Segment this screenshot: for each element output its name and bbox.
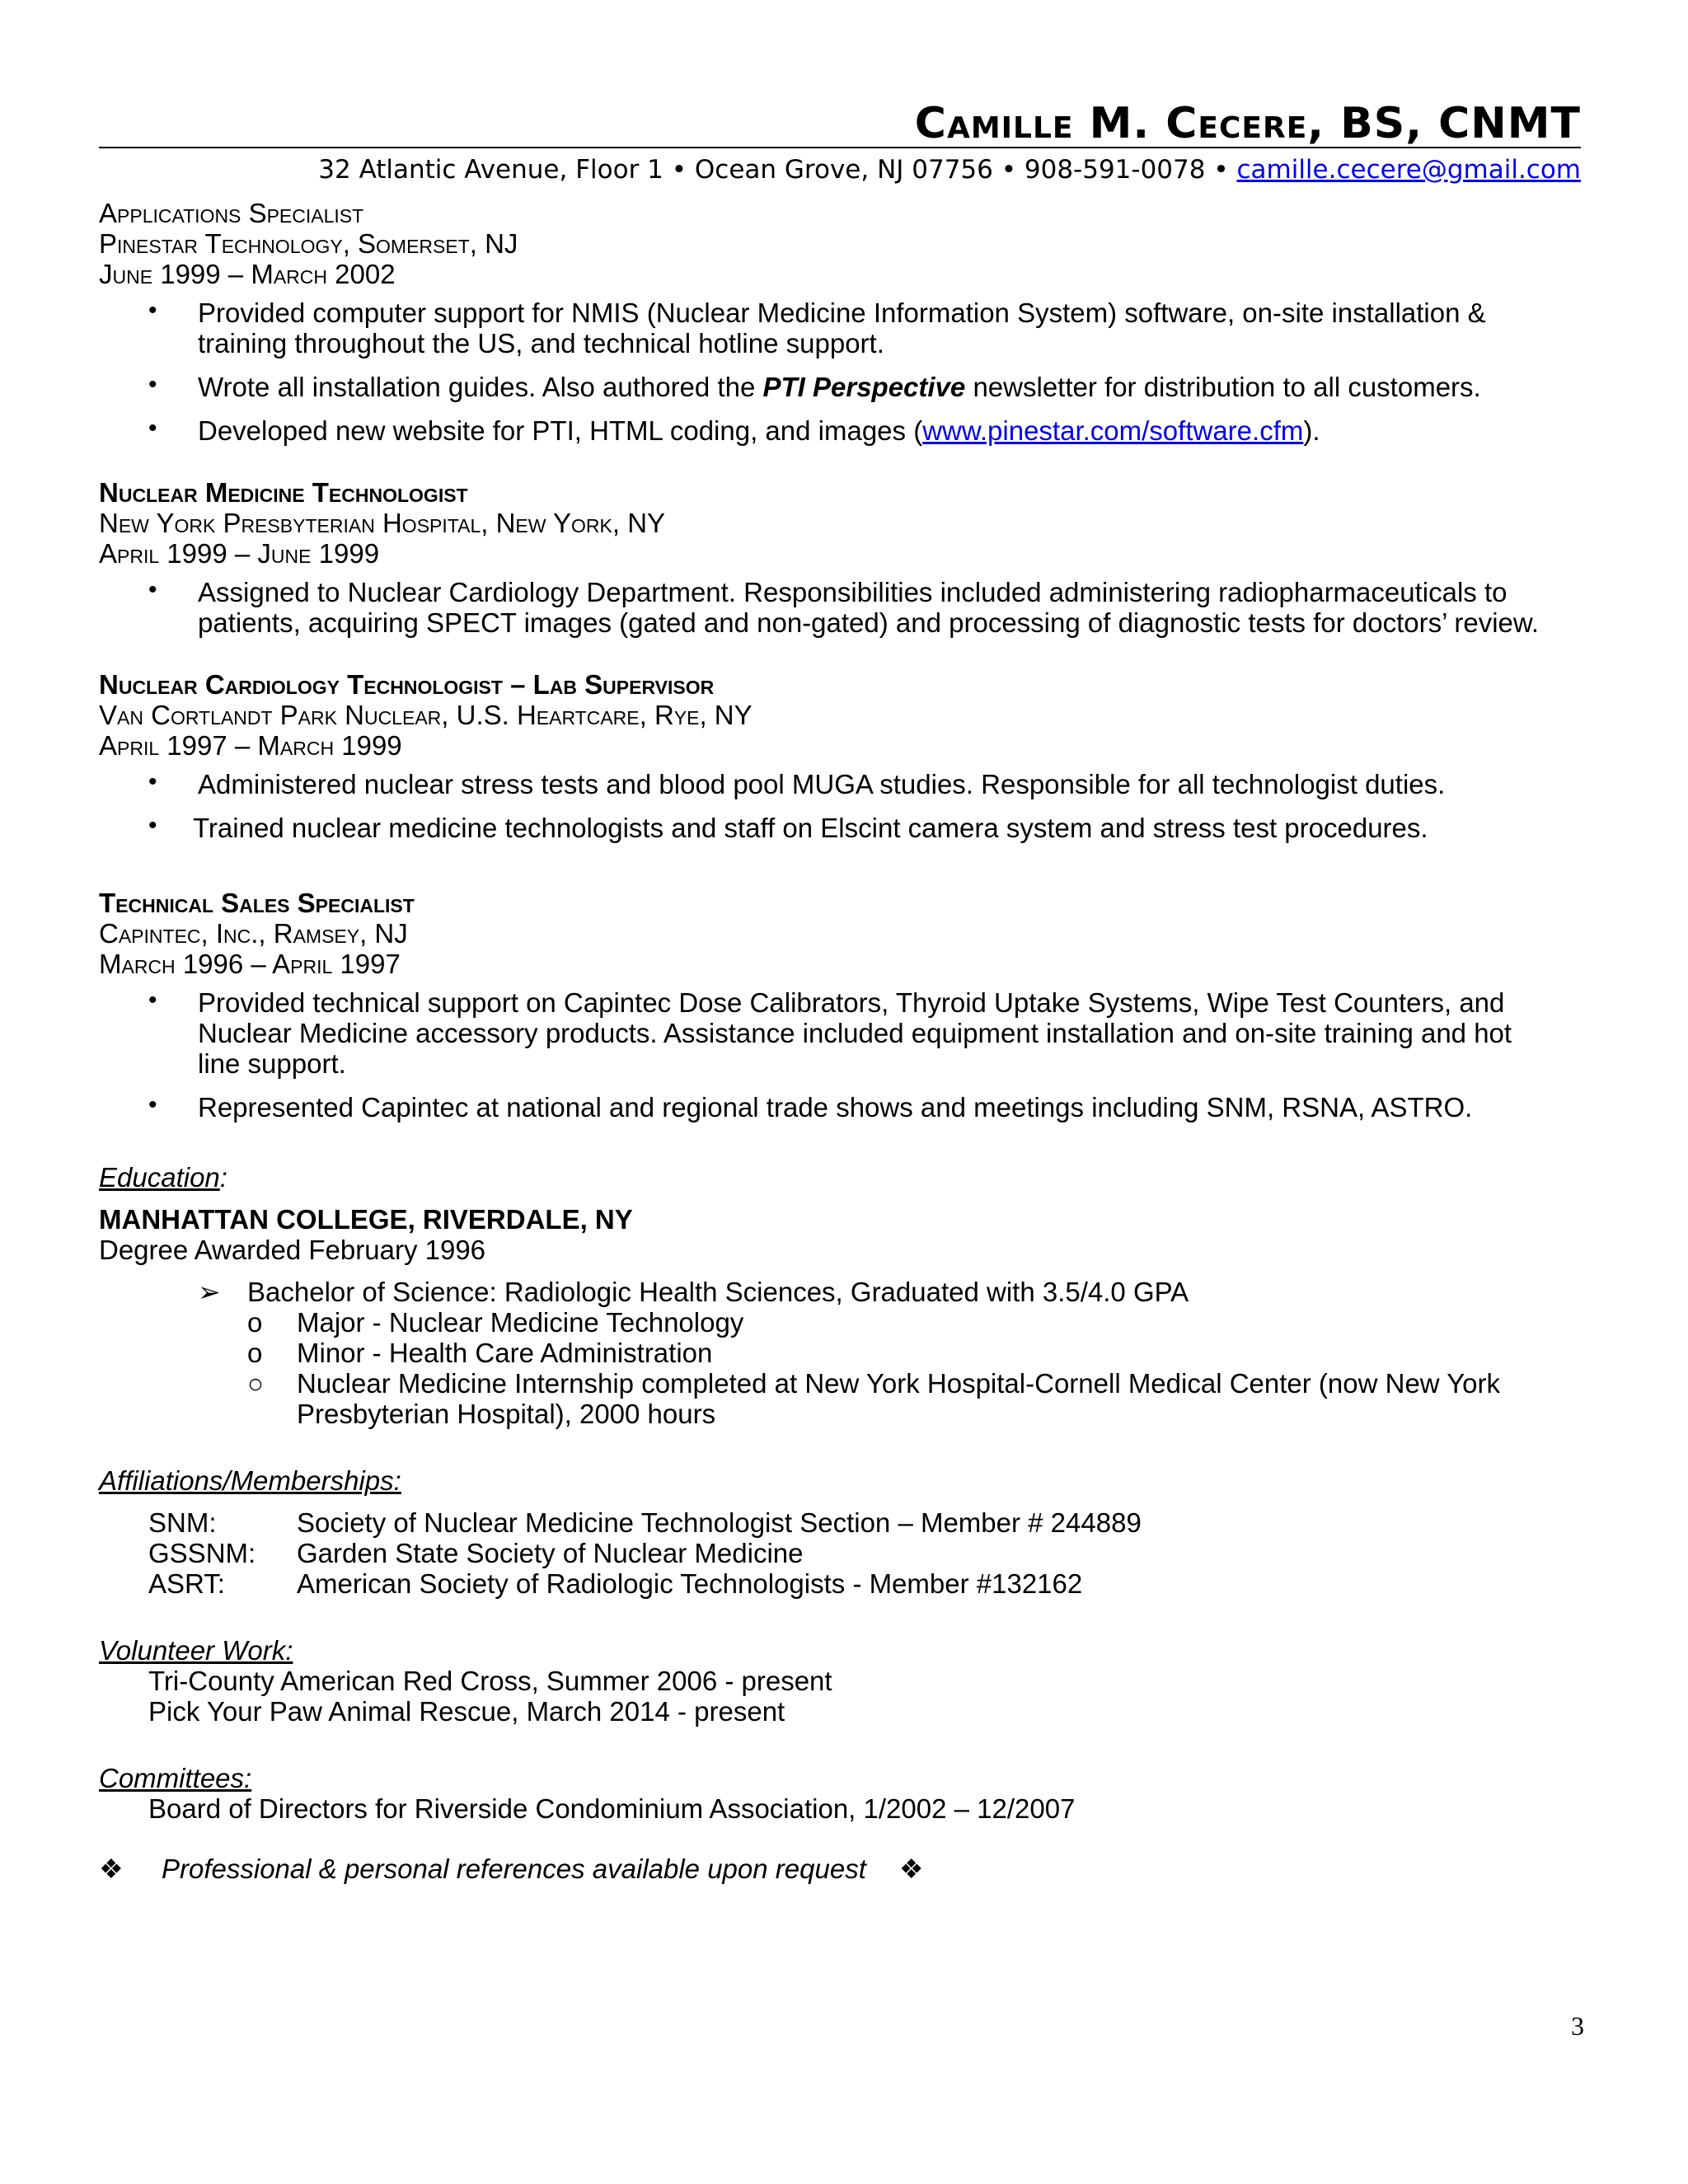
affiliation-text: American Society of Radiologic Technologists - Member #132162 <box>297 1568 1083 1599</box>
degree-text: Bachelor of Science: Radiologic Health Sciences, Graduated with 3.5/4.0 GPA <box>247 1277 1189 1307</box>
bullet-text: Provided technical support on Capintec Dose Calibrators, Thyroid Uptake Systems, Wipe Test Counters, and Nuclear Medicine accessory products. Assistance included equipment installation and on-site training and hot line support. <box>198 987 1512 1079</box>
bullet-icon: • <box>148 768 157 795</box>
volunteer-section <box>99 1627 1582 1727</box>
circle-bullet-icon: ○ <box>247 1368 264 1399</box>
job-entry <box>99 888 1582 1122</box>
bullet-icon: • <box>148 812 157 839</box>
website-link[interactable]: www.pinestar.com/software.cfm <box>922 415 1304 446</box>
list-item: Board of Directors for Riverside Condominium Association, 1/2002 – 12/2007 <box>148 1793 1076 1824</box>
list-item <box>99 577 1582 638</box>
job-bullets <box>99 769 1582 843</box>
bullet-text: Developed new website for PTI, HTML coding, and images ( <box>198 415 923 446</box>
list-item <box>99 372 1582 402</box>
resume-body <box>99 198 1582 1884</box>
newsletter-title: PTI Perspective <box>762 372 966 402</box>
list-item <box>99 1368 1582 1429</box>
circle-bullet-icon: o <box>247 1307 263 1338</box>
volunteer-heading: Volunteer Work: <box>99 1635 293 1666</box>
job-title: Nuclear Medicine Technologist <box>99 477 468 508</box>
job-dates: April 1997 – March 1999 <box>99 730 402 761</box>
bullet-text: Provided computer support for NMIS (Nuclear Medicine Information System) software, on-site installation & training throughout the US, and technical hotline support. <box>198 298 1486 359</box>
list-item <box>99 1092 1582 1122</box>
job-entry <box>99 477 1582 638</box>
bullet-text: Represented Capintec at national and regional trade shows and meetings including SNM, RSNA, ASTRO. <box>198 1092 1473 1122</box>
affiliation-text: Society of Nuclear Medicine Technologist Section – Member # 244889 <box>297 1507 1142 1538</box>
job-dates: June 1999 – March 2002 <box>99 259 396 289</box>
affiliations-list <box>99 1507 1582 1599</box>
list-item <box>99 769 1582 799</box>
contact-line <box>318 153 1581 186</box>
degree-item <box>99 1277 1582 1307</box>
degree-awarded: Degree Awarded February 1996 <box>99 1235 486 1265</box>
job-employer: Pinestar Technology, Somerset, NJ <box>99 228 518 259</box>
list-item <box>99 1338 1582 1368</box>
bullet-icon: • <box>148 987 157 1014</box>
job-employer: New York Presbyterian Hospital, New York, NY <box>99 508 666 538</box>
job-bullets <box>99 298 1582 446</box>
bullet-text: Wrote all installation guides. Also authored the <box>198 372 763 402</box>
job-employer: Van Cortlandt Park Nuclear, U.S. Heartcare, Rye, NY <box>99 700 753 730</box>
circle-bullet-icon: o <box>247 1338 263 1368</box>
list-item <box>99 298 1582 359</box>
list-item <box>99 1568 1582 1599</box>
email-link[interactable]: camille.cecere@gmail.com <box>1236 155 1581 185</box>
diamond-icon: ❖ <box>99 1854 124 1884</box>
affiliation-abbr: SNM: <box>148 1507 217 1538</box>
affiliation-abbr: GSSNM: <box>148 1538 256 1568</box>
list-item <box>99 1538 1582 1568</box>
references-text: Professional & personal references available upon request <box>162 1854 866 1884</box>
committees-section <box>99 1755 1582 1824</box>
job-entry <box>99 198 1582 446</box>
bullet-icon: • <box>148 297 157 324</box>
bullet-text: Assigned to Nuclear Cardiology Department. Responsibilities included administering radiopharmaceuticals to patients, acquiring SPECT images (gated and non-gated) and processing of diagnostic tests for doctors’ review. <box>198 577 1540 638</box>
list-item <box>99 1307 1582 1338</box>
job-title: Applications Specialist <box>99 198 364 228</box>
job-dates: April 1999 – June 1999 <box>99 538 380 569</box>
job-dates: March 1996 – April 1997 <box>99 949 401 979</box>
header-rule <box>99 147 1581 148</box>
detail-text: Minor - Health Care Administration <box>297 1338 713 1368</box>
school-name: MANHATTAN COLLEGE, RIVERDALE, NY <box>99 1204 633 1235</box>
education-section <box>99 1154 1582 1429</box>
contact-address-phone: 32 Atlantic Avenue, Floor 1 • Ocean Grove, NJ 07756 • 908-591-0078 • <box>318 155 1237 185</box>
education-heading: Education <box>99 1162 220 1193</box>
committees-heading: Committees: <box>99 1763 252 1793</box>
bullet-text: ). <box>1303 415 1320 446</box>
detail-text: Major - Nuclear Medicine Technology <box>297 1307 744 1338</box>
list-item <box>99 1507 1582 1538</box>
education-heading-colon: : <box>219 1162 227 1193</box>
job-employer: Capintec, Inc., Ramsey, NJ <box>99 918 408 949</box>
diamond-icon: ❖ <box>898 1854 924 1884</box>
affiliation-text: Garden State Society of Nuclear Medicine <box>297 1538 804 1568</box>
affiliations-heading: Affiliations/Memberships: <box>99 1465 401 1496</box>
affiliations-section <box>99 1457 1582 1599</box>
bullet-text: Trained nuclear medicine technologists and staff on Elscint camera system and stress test procedures. <box>193 813 1428 843</box>
arrow-bullet-icon: ➢ <box>198 1277 221 1307</box>
detail-text: Nuclear Medicine Internship completed at New York Hospital-Cornell Medical Center (now New York Presbyterian Hospital), 2000 hours <box>297 1368 1501 1429</box>
bullet-icon: • <box>148 371 157 398</box>
list-item <box>99 987 1582 1079</box>
list-item: Tri-County American Red Cross, Summer 2006 - present <box>148 1666 832 1696</box>
job-title: Nuclear Cardiology Technologist – Lab Supervisor <box>99 669 715 700</box>
list-item: Pick Your Paw Animal Rescue, March 2014 - present <box>148 1696 785 1727</box>
job-bullets <box>99 577 1582 638</box>
bullet-icon: • <box>148 1091 157 1118</box>
candidate-name: Camille M. Cecere, BS, CNMT <box>914 99 1581 148</box>
job-title: Technical Sales Specialist <box>99 888 415 918</box>
list-item <box>99 415 1582 446</box>
bullet-text: Administered nuclear stress tests and blood pool MUGA studies. Responsible for all technologist duties. <box>198 769 1446 799</box>
bullet-icon: • <box>148 415 157 442</box>
references-note <box>99 1854 1582 1884</box>
bullet-text: newsletter for distribution to all customers. <box>965 372 1481 402</box>
list-item <box>99 813 1582 843</box>
affiliation-abbr: ASRT: <box>148 1568 225 1599</box>
bullet-icon: • <box>148 576 157 603</box>
job-bullets <box>99 987 1582 1122</box>
page-number: 3 <box>1571 2011 1584 2041</box>
job-entry <box>99 669 1582 843</box>
